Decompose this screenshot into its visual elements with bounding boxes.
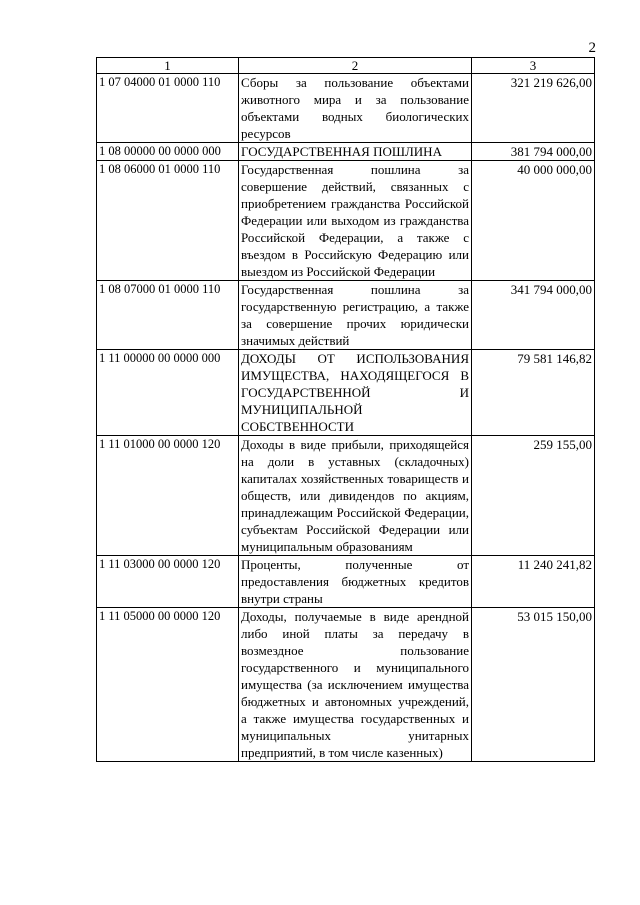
row-name: Доходы в виде прибыли, приходящейся на доли в уставных (складочных) капиталах хозяйственных товариществ и обществ, или дивидендов по акциям, принадлежащим Российской Федерации, субъектам Российской Федерации или муниципальным образованиям	[239, 436, 472, 556]
row-name: Государственная пошлина за государственную регистрацию, а также за совершение прочих юридически значимых действий	[239, 281, 472, 350]
row-code: 1 11 01000 00 0000 120	[97, 436, 239, 556]
row-amount: 381 794 000,00	[472, 143, 595, 161]
row-amount: 40 000 000,00	[472, 161, 595, 281]
row-name: ГОСУДАРСТВЕННАЯ ПОШЛИНА	[239, 143, 472, 161]
row-code: 1 08 07000 01 0000 110	[97, 281, 239, 350]
row-name: Проценты, полученные от предоставления бюджетных кредитов внутри страны	[239, 556, 472, 608]
row-name: Государственная пошлина за совершение действий, связанных с приобретением гражданства Российской Федерации или выходом из гражданства Российской Федерации, а также с въездом в Российскую Федерацию или выездом из Российской Федерации	[239, 161, 472, 281]
row-code: 1 07 04000 01 0000 110	[97, 74, 239, 143]
table-row	[97, 74, 595, 143]
row-amount: 341 794 000,00	[472, 281, 595, 350]
row-amount: 53 015 150,00	[472, 608, 595, 762]
revenue-table	[96, 57, 595, 762]
row-code: 1 11 00000 00 0000 000	[97, 350, 239, 436]
row-code: 1 11 03000 00 0000 120	[97, 556, 239, 608]
table-row	[97, 608, 595, 762]
row-code: 1 08 00000 00 0000 000	[97, 143, 239, 161]
table-header-row	[97, 58, 595, 74]
column-header-code: 1	[97, 58, 239, 74]
row-amount: 321 219 626,00	[472, 74, 595, 143]
column-header-name: 2	[239, 58, 472, 74]
row-amount: 79 581 146,82	[472, 350, 595, 436]
row-code: 1 11 05000 00 0000 120	[97, 608, 239, 762]
table-row	[97, 143, 595, 161]
row-name: Доходы, получаемые в виде арендной либо иной платы за передачу в возмездное пользование государственного и муниципального имущества (за исключением имущества бюджетных и автономных учреждений, а также имущества государственных и муниципальных унитарных предприятий, в том числе казенных)	[239, 608, 472, 762]
row-amount: 11 240 241,82	[472, 556, 595, 608]
table-row	[97, 281, 595, 350]
row-amount: 259 155,00	[472, 436, 595, 556]
table-row	[97, 556, 595, 608]
column-header-amount: 3	[472, 58, 595, 74]
table-row	[97, 350, 595, 436]
page-number: 2	[588, 40, 596, 56]
row-name: Сборы за пользование объектами животного мира и за пользование объектами водных биологических ресурсов	[239, 74, 472, 143]
row-name: ДОХОДЫ ОТ ИСПОЛЬЗОВАНИЯ ИМУЩЕСТВА, НАХОДЯЩЕГОСЯ В ГОСУДАРСТВЕННОЙ И МУНИЦИПАЛЬНОЙ СОБСТВЕННОСТИ	[239, 350, 472, 436]
table-row	[97, 436, 595, 556]
row-code: 1 08 06000 01 0000 110	[97, 161, 239, 281]
table-row	[97, 161, 595, 281]
